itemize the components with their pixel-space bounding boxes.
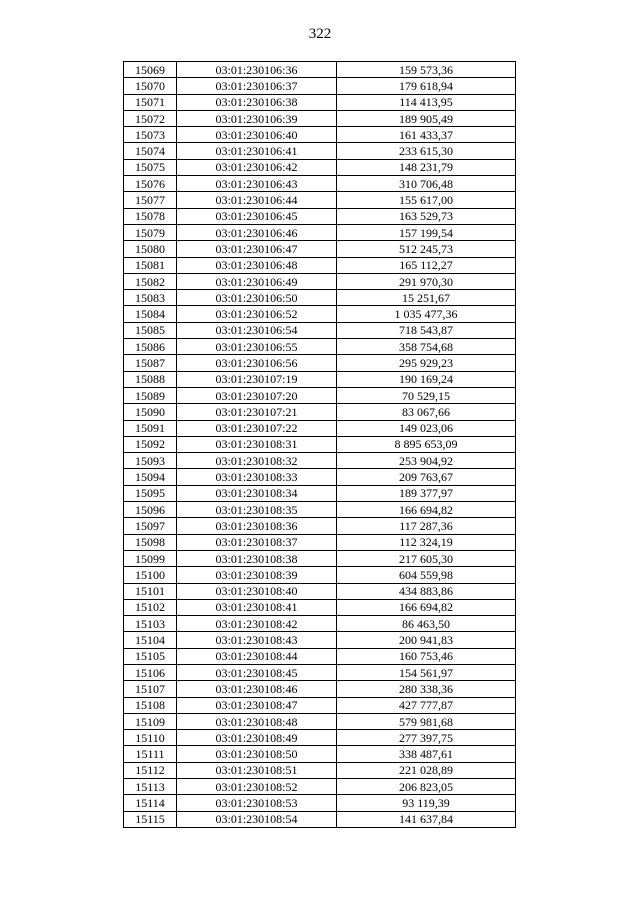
table-row xyxy=(124,306,516,322)
row-number-cell: 15092 xyxy=(124,436,177,452)
cadastral-number-cell: 03:01:230106:40 xyxy=(177,127,337,143)
row-number-cell: 15095 xyxy=(124,485,177,501)
table-row xyxy=(124,404,516,420)
row-number-cell: 15081 xyxy=(124,257,177,273)
cadastral-number-cell: 03:01:230108:53 xyxy=(177,795,337,811)
cadastral-number-cell: 03:01:230106:52 xyxy=(177,306,337,322)
cadastral-number-cell: 03:01:230107:20 xyxy=(177,387,337,403)
cadastral-number-cell: 03:01:230108:45 xyxy=(177,664,337,680)
table-row xyxy=(124,339,516,355)
table-row xyxy=(124,273,516,289)
cadastral-number-cell: 03:01:230108:43 xyxy=(177,632,337,648)
value-cell: 148 231,79 xyxy=(337,159,516,175)
cadastral-number-cell: 03:01:230106:50 xyxy=(177,290,337,306)
row-number-cell: 15096 xyxy=(124,502,177,518)
table-row xyxy=(124,762,516,778)
cadastral-number-cell: 03:01:230106:45 xyxy=(177,208,337,224)
value-cell: 291 970,30 xyxy=(337,273,516,289)
table-row xyxy=(124,518,516,534)
cadastral-number-cell: 03:01:230106:44 xyxy=(177,192,337,208)
value-cell: 161 433,37 xyxy=(337,127,516,143)
row-number-cell: 15090 xyxy=(124,404,177,420)
row-number-cell: 15103 xyxy=(124,616,177,632)
value-cell: 434 883,86 xyxy=(337,583,516,599)
table-row xyxy=(124,241,516,257)
cadastral-number-cell: 03:01:230107:19 xyxy=(177,371,337,387)
row-number-cell: 15091 xyxy=(124,420,177,436)
row-number-cell: 15108 xyxy=(124,697,177,713)
row-number-cell: 15104 xyxy=(124,632,177,648)
row-number-cell: 15111 xyxy=(124,746,177,762)
row-number-cell: 15088 xyxy=(124,371,177,387)
table-row xyxy=(124,632,516,648)
value-cell: 179 618,94 xyxy=(337,78,516,94)
row-number-cell: 15076 xyxy=(124,176,177,192)
cadastral-number-cell: 03:01:230108:36 xyxy=(177,518,337,534)
cadastral-number-cell: 03:01:230106:38 xyxy=(177,94,337,110)
cadastral-number-cell: 03:01:230106:46 xyxy=(177,224,337,240)
cadastral-number-cell: 03:01:230108:33 xyxy=(177,469,337,485)
cadastral-number-cell: 03:01:230108:51 xyxy=(177,762,337,778)
row-number-cell: 15110 xyxy=(124,730,177,746)
table-row xyxy=(124,681,516,697)
table-row xyxy=(124,355,516,371)
value-cell: 221 028,89 xyxy=(337,762,516,778)
value-cell: 8 895 653,09 xyxy=(337,436,516,452)
table-row xyxy=(124,746,516,762)
cadastral-number-cell: 03:01:230108:39 xyxy=(177,567,337,583)
value-cell: 200 941,83 xyxy=(337,632,516,648)
row-number-cell: 15115 xyxy=(124,811,177,827)
table-row xyxy=(124,257,516,273)
cadastral-number-cell: 03:01:230107:22 xyxy=(177,420,337,436)
table-row xyxy=(124,485,516,501)
table-row xyxy=(124,583,516,599)
value-cell: 280 338,36 xyxy=(337,681,516,697)
row-number-cell: 15075 xyxy=(124,159,177,175)
cadastral-number-cell: 03:01:230106:39 xyxy=(177,110,337,126)
value-cell: 512 245,73 xyxy=(337,241,516,257)
cadastral-number-cell: 03:01:230106:47 xyxy=(177,241,337,257)
row-number-cell: 15109 xyxy=(124,713,177,729)
row-number-cell: 15082 xyxy=(124,273,177,289)
table-row xyxy=(124,208,516,224)
table-row xyxy=(124,176,516,192)
table-row xyxy=(124,371,516,387)
row-number-cell: 15113 xyxy=(124,779,177,795)
row-number-cell: 15080 xyxy=(124,241,177,257)
value-cell: 83 067,66 xyxy=(337,404,516,420)
table-row xyxy=(124,567,516,583)
value-cell: 155 617,00 xyxy=(337,192,516,208)
table-row xyxy=(124,453,516,469)
cadastral-number-cell: 03:01:230108:52 xyxy=(177,779,337,795)
cadastral-number-cell: 03:01:230108:32 xyxy=(177,453,337,469)
row-number-cell: 15101 xyxy=(124,583,177,599)
table-row xyxy=(124,502,516,518)
cadastral-number-cell: 03:01:230106:36 xyxy=(177,62,337,78)
cadastral-number-cell: 03:01:230108:35 xyxy=(177,502,337,518)
table-row xyxy=(124,78,516,94)
row-number-cell: 15107 xyxy=(124,681,177,697)
value-cell: 190 169,24 xyxy=(337,371,516,387)
value-cell: 604 559,98 xyxy=(337,567,516,583)
table-row xyxy=(124,62,516,78)
cadastral-number-cell: 03:01:230108:49 xyxy=(177,730,337,746)
row-number-cell: 15086 xyxy=(124,339,177,355)
value-cell: 114 413,95 xyxy=(337,94,516,110)
row-number-cell: 15094 xyxy=(124,469,177,485)
value-cell: 149 023,06 xyxy=(337,420,516,436)
table-row xyxy=(124,143,516,159)
value-cell: 189 377,97 xyxy=(337,485,516,501)
cadastral-value-table xyxy=(123,61,516,828)
row-number-cell: 15100 xyxy=(124,567,177,583)
cadastral-number-cell: 03:01:230108:44 xyxy=(177,648,337,664)
table-row xyxy=(124,420,516,436)
value-cell: 209 763,67 xyxy=(337,469,516,485)
value-cell: 1 035 477,36 xyxy=(337,306,516,322)
cadastral-number-cell: 03:01:230108:41 xyxy=(177,599,337,615)
page-number: 322 xyxy=(308,26,332,42)
table-row xyxy=(124,664,516,680)
value-cell: 427 777,87 xyxy=(337,697,516,713)
table-row xyxy=(124,599,516,615)
cadastral-number-cell: 03:01:230108:31 xyxy=(177,436,337,452)
cadastral-number-cell: 03:01:230108:40 xyxy=(177,583,337,599)
row-number-cell: 15114 xyxy=(124,795,177,811)
table-row xyxy=(124,811,516,827)
row-number-cell: 15087 xyxy=(124,355,177,371)
table-row xyxy=(124,730,516,746)
value-cell: 253 904,92 xyxy=(337,453,516,469)
value-cell: 338 487,61 xyxy=(337,746,516,762)
table-row xyxy=(124,387,516,403)
table-row xyxy=(124,616,516,632)
cadastral-number-cell: 03:01:230107:21 xyxy=(177,404,337,420)
value-cell: 163 529,73 xyxy=(337,208,516,224)
table-row xyxy=(124,648,516,664)
table-row xyxy=(124,127,516,143)
cadastral-number-cell: 03:01:230106:49 xyxy=(177,273,337,289)
row-number-cell: 15099 xyxy=(124,550,177,566)
value-cell: 15 251,67 xyxy=(337,290,516,306)
table-body xyxy=(124,62,516,828)
cadastral-number-cell: 03:01:230108:54 xyxy=(177,811,337,827)
row-number-cell: 15071 xyxy=(124,94,177,110)
cadastral-number-cell: 03:01:230106:55 xyxy=(177,339,337,355)
cadastral-number-cell: 03:01:230108:47 xyxy=(177,697,337,713)
value-cell: 358 754,68 xyxy=(337,339,516,355)
table-row xyxy=(124,469,516,485)
table-row xyxy=(124,795,516,811)
value-cell: 166 694,82 xyxy=(337,599,516,615)
row-number-cell: 15074 xyxy=(124,143,177,159)
value-cell: 217 605,30 xyxy=(337,550,516,566)
value-cell: 159 573,36 xyxy=(337,62,516,78)
row-number-cell: 15069 xyxy=(124,62,177,78)
value-cell: 233 615,30 xyxy=(337,143,516,159)
row-number-cell: 15072 xyxy=(124,110,177,126)
row-number-cell: 15093 xyxy=(124,453,177,469)
row-number-cell: 15084 xyxy=(124,306,177,322)
table-row xyxy=(124,436,516,452)
value-cell: 154 561,97 xyxy=(337,664,516,680)
row-number-cell: 15085 xyxy=(124,322,177,338)
value-cell: 166 694,82 xyxy=(337,502,516,518)
table-row xyxy=(124,192,516,208)
value-cell: 310 706,48 xyxy=(337,176,516,192)
value-cell: 718 543,87 xyxy=(337,322,516,338)
cadastral-number-cell: 03:01:230108:46 xyxy=(177,681,337,697)
row-number-cell: 15112 xyxy=(124,762,177,778)
table-row xyxy=(124,697,516,713)
cadastral-number-cell: 03:01:230106:42 xyxy=(177,159,337,175)
value-cell: 70 529,15 xyxy=(337,387,516,403)
table-row xyxy=(124,110,516,126)
cadastral-number-cell: 03:01:230108:34 xyxy=(177,485,337,501)
value-cell: 206 823,05 xyxy=(337,779,516,795)
row-number-cell: 15105 xyxy=(124,648,177,664)
table-row xyxy=(124,224,516,240)
row-number-cell: 15070 xyxy=(124,78,177,94)
value-cell: 117 287,36 xyxy=(337,518,516,534)
cadastral-number-cell: 03:01:230106:56 xyxy=(177,355,337,371)
value-cell: 157 199,54 xyxy=(337,224,516,240)
value-cell: 93 119,39 xyxy=(337,795,516,811)
cadastral-number-cell: 03:01:230108:42 xyxy=(177,616,337,632)
cadastral-number-cell: 03:01:230106:43 xyxy=(177,176,337,192)
cadastral-number-cell: 03:01:230106:48 xyxy=(177,257,337,273)
value-cell: 112 324,19 xyxy=(337,534,516,550)
row-number-cell: 15098 xyxy=(124,534,177,550)
cadastral-number-cell: 03:01:230108:48 xyxy=(177,713,337,729)
row-number-cell: 15083 xyxy=(124,290,177,306)
cadastral-number-cell: 03:01:230106:37 xyxy=(177,78,337,94)
table-row xyxy=(124,322,516,338)
cadastral-number-cell: 03:01:230108:50 xyxy=(177,746,337,762)
cadastral-number-cell: 03:01:230106:41 xyxy=(177,143,337,159)
table-row xyxy=(124,779,516,795)
table-row xyxy=(124,290,516,306)
row-number-cell: 15102 xyxy=(124,599,177,615)
cadastral-number-cell: 03:01:230106:54 xyxy=(177,322,337,338)
table-row xyxy=(124,534,516,550)
value-cell: 165 112,27 xyxy=(337,257,516,273)
value-cell: 160 753,46 xyxy=(337,648,516,664)
row-number-cell: 15089 xyxy=(124,387,177,403)
table-row xyxy=(124,550,516,566)
value-cell: 141 637,84 xyxy=(337,811,516,827)
row-number-cell: 15079 xyxy=(124,224,177,240)
cadastral-number-cell: 03:01:230108:37 xyxy=(177,534,337,550)
row-number-cell: 15106 xyxy=(124,664,177,680)
table-row xyxy=(124,713,516,729)
row-number-cell: 15073 xyxy=(124,127,177,143)
value-cell: 277 397,75 xyxy=(337,730,516,746)
table-row xyxy=(124,94,516,110)
cadastral-number-cell: 03:01:230108:38 xyxy=(177,550,337,566)
value-cell: 86 463,50 xyxy=(337,616,516,632)
value-cell: 579 981,68 xyxy=(337,713,516,729)
value-cell: 295 929,23 xyxy=(337,355,516,371)
value-cell: 189 905,49 xyxy=(337,110,516,126)
table-row xyxy=(124,159,516,175)
row-number-cell: 15078 xyxy=(124,208,177,224)
row-number-cell: 15077 xyxy=(124,192,177,208)
row-number-cell: 15097 xyxy=(124,518,177,534)
